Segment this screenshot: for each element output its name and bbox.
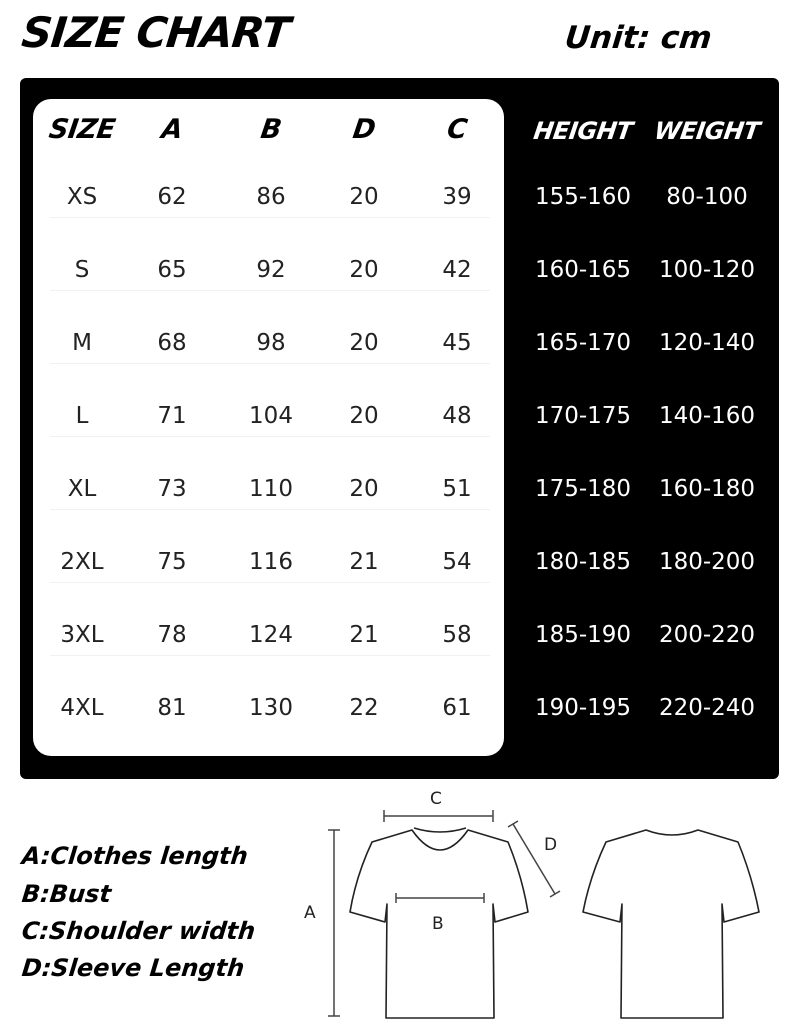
cell-size: L [75, 403, 89, 429]
cell-height: 160-165 [534, 257, 632, 283]
row-divider [50, 509, 490, 510]
dimension-a-line [328, 830, 340, 1016]
cell-size: 4XL [60, 695, 104, 721]
dimension-d-line [508, 821, 560, 897]
cell-weight: 200-220 [658, 622, 756, 648]
dimension-c-line [384, 810, 493, 822]
cell-c: 48 [442, 403, 472, 429]
cell-a: 62 [157, 184, 187, 210]
header-size: SIZE [47, 114, 117, 145]
legend-sleeve-length: D:Sleeve Length [20, 954, 246, 982]
cell-c: 42 [442, 257, 472, 283]
header-d: D [350, 114, 378, 145]
cell-d: 21 [349, 622, 379, 648]
cell-weight: 160-180 [658, 476, 756, 502]
row-divider [50, 582, 490, 583]
cell-b: 86 [256, 184, 286, 210]
cell-a: 65 [157, 257, 187, 283]
header-weight: WEIGHT [652, 117, 762, 145]
cell-size: 3XL [60, 622, 104, 648]
cell-c: 51 [442, 476, 472, 502]
cell-size: 2XL [60, 549, 104, 575]
cell-weight: 120-140 [658, 330, 756, 356]
cell-a: 73 [157, 476, 187, 502]
cell-c: 54 [442, 549, 472, 575]
cell-height: 180-185 [534, 549, 632, 575]
cell-b: 130 [249, 695, 293, 721]
cell-weight: 180-200 [658, 549, 756, 575]
cell-d: 20 [349, 403, 379, 429]
row-divider [50, 436, 490, 437]
header-c: C [445, 114, 469, 145]
cell-weight: 80-100 [666, 184, 748, 210]
cell-a: 71 [157, 403, 187, 429]
cell-d: 20 [349, 184, 379, 210]
cell-b: 98 [256, 330, 286, 356]
row-divider [50, 363, 490, 364]
row-divider [50, 655, 490, 656]
cell-height: 185-190 [534, 622, 632, 648]
cell-weight: 100-120 [658, 257, 756, 283]
cell-a: 81 [157, 695, 187, 721]
cell-a: 75 [157, 549, 187, 575]
cell-d: 20 [349, 476, 379, 502]
cell-size: S [74, 257, 90, 283]
cell-c: 45 [442, 330, 472, 356]
size-chart-title: SIZE CHART [19, 8, 292, 57]
dimension-a-label: A [304, 903, 316, 923]
cell-size: XL [67, 476, 97, 502]
cell-height: 190-195 [534, 695, 632, 721]
cell-c: 58 [442, 622, 472, 648]
cell-weight: 140-160 [658, 403, 756, 429]
cell-height: 165-170 [534, 330, 632, 356]
cell-d: 21 [349, 549, 379, 575]
cell-height: 170-175 [534, 403, 632, 429]
cell-size: XS [66, 184, 98, 210]
cell-b: 110 [249, 476, 293, 502]
cell-height: 175-180 [534, 476, 632, 502]
dimension-c-label: C [430, 789, 442, 809]
tshirt-measurement-diagram [0, 780, 800, 1033]
legend-bust: B:Bust [20, 880, 113, 908]
cell-b: 124 [249, 622, 293, 648]
row-divider [50, 290, 490, 291]
cell-c: 61 [442, 695, 472, 721]
header-height: HEIGHT [531, 117, 635, 145]
unit-label: Unit: cm [563, 20, 714, 56]
row-divider [50, 217, 490, 218]
cell-d: 22 [349, 695, 379, 721]
dimension-b-label: B [432, 914, 444, 934]
header-a: A [159, 114, 185, 145]
cell-c: 39 [442, 184, 472, 210]
cell-b: 92 [256, 257, 286, 283]
legend-clothes-length: A:Clothes length [20, 842, 250, 870]
cell-weight: 220-240 [658, 695, 756, 721]
dimension-d-label: D [544, 835, 558, 855]
cell-d: 20 [349, 257, 379, 283]
cell-height: 155-160 [534, 184, 632, 210]
cell-b: 116 [249, 549, 293, 575]
cell-size: M [72, 330, 92, 356]
cell-a: 68 [157, 330, 187, 356]
cell-b: 104 [249, 403, 293, 429]
header-b: B [258, 114, 284, 145]
tshirt-back-icon [583, 830, 759, 1018]
cell-a: 78 [157, 622, 187, 648]
dimension-b-line [396, 893, 484, 903]
legend-shoulder-width: C:Shoulder width [20, 917, 257, 945]
cell-d: 20 [349, 330, 379, 356]
